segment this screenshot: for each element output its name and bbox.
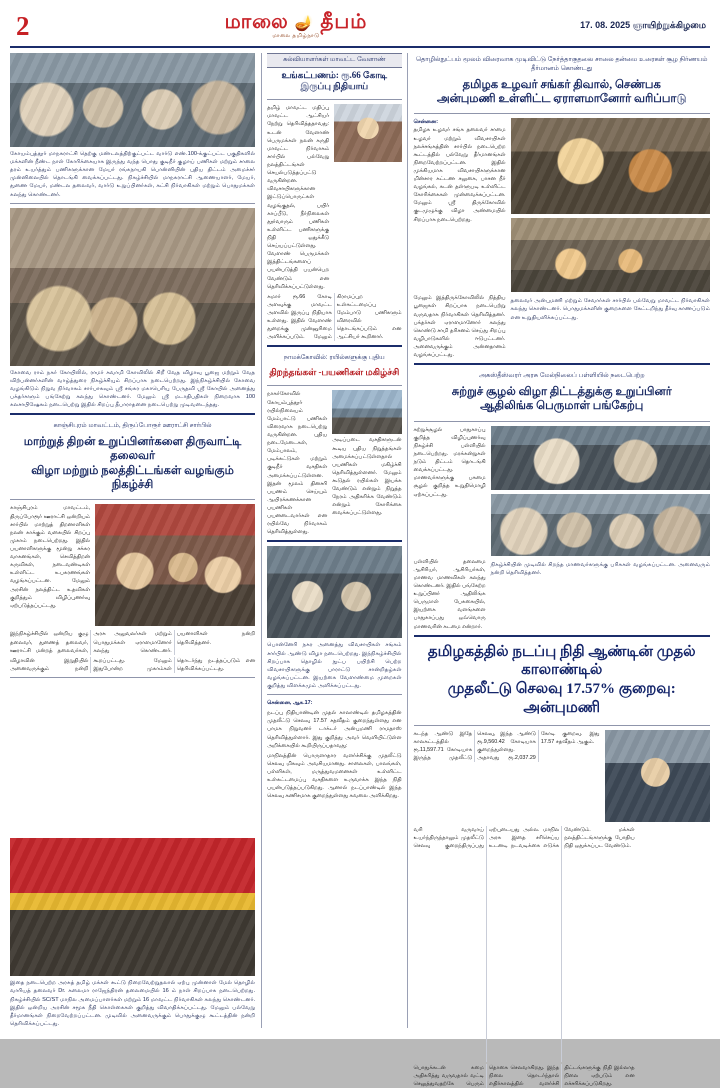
divider [267, 540, 401, 542]
divider [414, 421, 710, 422]
kicker-a3: தொழில்நுட்பம் மூலம் விரைவாக முடிவிட்டு நேர்த்தாகுதலை சாலை தன்மை உரைகள் சூழ நிர்ணயம் தீர்மானம் கொண்டது [415, 56, 708, 72]
body-a9-main1: கடந்த ஆண்டு இதே காலகட்டத்தில் ரூ.11,597.71 கோடியாக இருந்த முதலீட்டு செலவு, இந்த ஆண்டு ரூ.9,560.42 கோடியாக குறைந்துள்ளது. அதாவது ரூ.2,037.29 கோடி குறைவு. இது 17.57 சதவீதம் ஆகும். [413, 730, 600, 761]
masthead [10, 8, 710, 48]
article-a8 [414, 369, 710, 631]
body-a6-p1: காஞ்சிபுரம் மாவட்டம், திருப்போரூர் ஊராட்சி ஒன்றியம் சார்பில் மாற்றுத் திறனாளிகள் நலன் காக்கும் வகையில் சிறப்பு முகாம் நடைபெற்றது. இதில் பயனாளிகளுக்கு மூன்று சக்கர வாகனங்கள், செவித்திறன் கருவிகள், நடைவண்டிகள் உள்ளிட்ட உபகரணங்கள் வழங்கப்பட்டன. மேலும் அரசின் நலத்திட்ட உதவிகள் குறித்தும் விழிப்புணர்வு ஏற்படுத்தப்பட்டது. [10, 505, 90, 609]
logo-word-2: தீபம் [320, 11, 368, 33]
newspaper-logo [76, 12, 516, 40]
article-a5 [10, 208, 255, 410]
article-a2 [267, 53, 401, 341]
caption-a10: இதை நடைபெற்ற அரசுத் தமிழ் மக்கள் கூட்டு நிறைவேற்றுதலால் ஏற்பு முன்னாள் மேல் தொழில் வாரியத் தலைவர் Dr. கலைமா ராஜேந்திரன் தலைமையில் 16 ம் நாள் சிறப்பாக நடைபெற்றது. நிகழ்ச்சியில் SC/ST மாநில அமைப்பாளர்கள் மற்றும் 16 மாவட்ட நிர்வாகிகள் கலந்து கொண்டனர். இதில் ஒன்றிய அரசின் சமூக நீதி கொள்கைகள் குறித்து விவாதிக்கப்பட்டது. மேலும் பல்வேறு தீர்மானங்கள் நிறைவேற்றப்பட்டன. முடிவில் அனைவருக்கும் பொதுக்குழு கூட்டத்தின் நன்றி தெரிவிக்கப்பட்டது. [10, 980, 256, 1027]
divider [10, 499, 255, 500]
dateline-a3 [414, 118, 506, 126]
article-a6-body [10, 504, 255, 626]
body-a2-p2: சுமார் ரூ.66 கோடி அளவுக்கு மாவட்ட அளவில் இருப்பு நிதியாக உள்ளது. இதில் வேளாண் துறைக்கு முன்னுரிமை அளிக்கப்படும். மேலும் கிராமப்புற உள்கட்டமைப்பு மேம்பாடு பணிகளும் விரைவில் தொடங்கப்படும் என ஆட்சியர் கூறினார். [267, 293, 402, 341]
article-a9 [414, 641, 710, 1088]
divider [414, 635, 710, 637]
divider [10, 677, 255, 678]
body-a8-p1: சுற்றுச்சூழல் பாதுகாப்பு குறித்த விழிப்புணர்வு நிகழ்ச்சி பள்ளியில் நடைபெற்றது. மரக்கன்றுகள் நடும் திட்டம் தொடங்கி வைக்கப்பட்டது. மாணவர்களுக்கு பசுமை சூழல் குறித்த உறுதிமொழி ஏற்கப்பட்டது. [413, 426, 486, 498]
divider [267, 345, 401, 347]
kicker-a2: கல்வியாளர்கள் மாவட்ட வேளாண் [283, 56, 386, 63]
body-a6-p3: விழாவின் இறுதியில் அனைவருக்கும் நன்றி கூறப்பட்டது. மேலும் இதுபோன்ற முகாம்கள் தொடர்ந்து நடத்தப்படும் என தெரிவிக்கப்பட்டது. [10, 657, 256, 672]
photo-banner-a10 [10, 838, 255, 976]
photo-award-a7 [267, 546, 401, 638]
article-a7 [267, 546, 401, 690]
headline-a8-line1: சுற்றுச் சூழல் விழா திட்டத்துக்கு உறுப்பினர் [451, 385, 672, 398]
caption-a5: கோவை ராம் நகர் கோயிலில், ராமர் சுவாமி கோவிலில் சிறீ வேத விழாவு பூஜை மற்றும் வேத விற்பன்னர்களின் வாழ்த்துரை நிகழ்ச்சியும் சிறப்பாக நடைபெற்றது. இந்நிகழ்ச்சியில் கோவை வழங்கிடும் நிறுவ நிர்வாகம் சார்பாகவும் ஸ்ரீ சங்கர மகாபெரியு பேருதவி ஸ்ரீ கோயில் அனைத்து பக்தர்களும் பங்கேற்று கலந்து கொண்டனர். மேலும் ஸ்ரீ மடாதிபதிகள் நிறைவாக 100 கலசாபிஷேகம் நடைபெற்று இதில் சிறப்பு தீபாராதனை நடைபெற்று முடிவடைந்தது. [10, 369, 256, 409]
photo-group-a1 [10, 53, 255, 147]
lamp-icon: 🪔 [294, 16, 315, 32]
kicker-a2-band [267, 53, 401, 68]
headline-a3 [414, 76, 710, 110]
headline-a8 [414, 383, 710, 417]
article-a3 [414, 53, 710, 359]
article-a8-body [414, 426, 710, 556]
article-a4-top [267, 390, 401, 536]
kicker-a8: அகஸ்தீஸ்வரர் அரசு மேல்நிலைப் பள்ளியில் நடைபெற்ற [478, 372, 645, 380]
headline-a6 [10, 433, 255, 496]
divider [414, 363, 710, 365]
body-a9-main2: வரி வருவாய் உயர்ந்திருந்தாலும் முதலீட்டு செலவு குறைந்திருப்பது ஏற்புடையது அல்ல. மாநில அரசு இதை சரிசெய்ய உடனடி நடவடிக்கை எடுக்க வேண்டும். மக்கள் நலத்திட்டங்களுக்கு போதிய நிதி ஒதுக்கப்பட வேண்டும். [413, 826, 635, 849]
divider [267, 385, 401, 386]
headline-a9 [414, 641, 710, 721]
photo-group-a8 [491, 494, 710, 556]
body-a8-p2: பள்ளியில் தலைமை ஆசிரியர், ஆசிரியர்கள், மாணவ மாணவிகள் கலந்து கொண்டனர். இதில் பங்கேற்ற உறுப்பினர் ஆதிலிங்க பெருமாள் பேசுகையில், இயற்கை வளங்களை பாதுகாப்பது ஒவ்வொரு மாணவரின் கடமை என்றார். [413, 558, 486, 630]
headline-a3-line2: அன்புமணி உள்ளிட்ட ஏராளமானோர் வரிப்பாடு [436, 92, 687, 105]
article-a3-body [414, 118, 710, 292]
body-a3-p1: தமிழக உழவர் சங்க தலைவர் சாமை உழவர் மற்றும் விவசாயிகள் நலச்சங்கத்தின் சார்பில் நடைபெற்ற கூட்டத்தில் பல்வேறு தீர்மானங்கள் நிறைவேற்றப்பட்டன. இதில் முக்கியமாக விவசாயிகளுக்கான மின்சார கட்டண சலுகை, பாசன நீர் வழங்கல், கடன் தள்ளுபடி உள்ளிட்ட கோரிக்கைகள் முன்வைக்கப்பட்டன. மேலும் ஸ்ரீ திருக்கோவில் குடமுழுக்கு விழா அண்மையில் சிறப்பாக நடைபெற்றது. [413, 127, 506, 223]
photo-temple-a3 [511, 218, 710, 292]
divider [414, 725, 710, 726]
headline-a4-line1: திறந்தங்கள் -பயணிகள் மகிழ்ச்சி [269, 367, 400, 378]
headline-a6-line2: விழா மற்றும் நலத்திட்டங்கள் வழங்கும் நிகழ்ச்சி [31, 464, 234, 492]
divider [414, 113, 710, 114]
body-a3-p3: தலைவர் அன்புமணி மற்றும் சேவார்கள் சார்பில் பல்வேறு மாவட்ட நிர்வாகிகள் கலந்து கொண்டனர். பொதுமக்களின் குறைகளை கேட்டறிந்து தீர்வு காணப்படும் என உறுதியளிக்கப்பட்டது. [510, 298, 710, 321]
divider [267, 99, 401, 100]
caption-a1: கோயம்புத்தூர் மாநகராட்சி தெற்கு மண்டலத்திற்குட்பட்ட வார்டு எண்.100-க்குட்பட்ட பகுதிகளில் மக்களின் நீண்ட நாள் கோரிக்கையாக இருந்து வந்த பொது குடிநீர் குழாய் பணிகள் மற்றும் சாலை தரம் உயர்த்தும் பணிகளுக்கான மேயர் ரங்கநாயகி பொன்னியின் புதிய திட்டம் அமைச்சர் முன்னிலையில் தொடங்கி வைக்கப்பட்டது. நிகழ்ச்சியில் மாநகராட்சி ஆணையாளர், மேயர், துணை மேயர், மண்டல தலைவர், வார்டு உறுப்பினர்கள், கட்சி நிர்வாகிகள் மற்றும் பொதுமக்கள் கலந்து கொண்டனர். [10, 151, 256, 198]
body-a4-p2: அடிப்படை வசதிகளுடன் கூடிய புதிய நிறுத்தங்கள் அமைக்கப்பட்டுள்ளதால் பயணிகள் மகிழ்ச்சி தெரிவித்துள்ளனர். மேலும் கூடுதல் ரயில்கள் இயக்க வேண்டும் என்றும் நிறுத்த நேரம் அதிகரிக்க வேண்டும் என்றும் கோரிக்கை வைக்கப்பட்டுள்ளது. [332, 437, 402, 517]
headline-a3-line1: தமிழக உழவர் சங்கர் திவால், செண்பக [462, 78, 661, 91]
logo-title [76, 12, 516, 32]
article-a8-body2 [414, 558, 710, 631]
logo-word-1: மாலை [224, 11, 289, 33]
photo-hall-a5 [10, 208, 255, 366]
page-number: 2 [16, 10, 30, 41]
photo-lady-a2 [334, 104, 401, 162]
body-a9-p2: மாநிலத்தின் பொருளாதார வளர்ச்சிக்கு முதலீட்டு செலவு மிகவும் அவசியமானது. சாலைகள், பாலங்கள், பள்ளிகள், மருத்துவமனைகள் உள்ளிட்ட உள்கட்டமைப்பு வசதிகளை உருவாக்க இந்த நிதி பயன்படுத்தப்படுகிறது. ஆனால் நடப்பாண்டில் இந்த செலவு கணிசமாக குறைந்துள்ளது கவலை அளிக்கிறது. [267, 752, 402, 800]
photo-pooja-a3 [511, 118, 710, 214]
divider [10, 413, 255, 415]
photo-speaker-a9 [605, 730, 710, 822]
body-a9-place [267, 699, 401, 707]
kicker-a6: காஞ்சிபுரம் மாவட்டம், திருப்போரூர் ஊராட்சி சார்பில் [53, 422, 212, 430]
logo-subtitle: மாலை தமிழ்நாடு [272, 33, 320, 39]
article-a9-col1 [267, 699, 401, 800]
headline-a4 [267, 365, 401, 381]
body-a9-p1: நடப்பு நிதியாண்டின் முதல் காலாண்டில் தமிழகத்தின் முதலீட்டு செலவு 17.57 சதவீதம் குறைந்துள்ளது என பாமக நிறுவனர் டாக்டர் அன்புமணி ராமதாஸ் தெரிவித்துள்ளார். இது குறித்து அவர் வெளியிட்டுள்ள அறிக்கையில் கூறியிருப்பதாவது: [267, 710, 402, 749]
article-a2-top [267, 104, 401, 291]
headline-a8-line2: ஆதிலிங்க பெருமாள் பங்கேற்பு [480, 400, 644, 413]
article-a10 [10, 838, 255, 1028]
column-right [413, 53, 710, 1087]
dateline-a9: சென்னை, ஆக.17: [267, 700, 313, 707]
body-a9-main3: பொதுக்கடன் சுமை அதிகரித்து வருவதால் வட்டி செலுத்துவதற்கே பெரும் தொகை செலவாகிறது. இந்த நிலை தொடர்ந்தால் எதிர்காலத்தில் வளர்ச்சி திட்டங்களுக்கு நிதி இல்லாத நிலை ஏற்படும் என எச்சரிக்கப்படுகிறது. [413, 1064, 635, 1087]
article-a4 [267, 351, 401, 536]
divider [10, 203, 255, 204]
article-a1 [10, 53, 255, 199]
masthead-date: 17. 08. 2025 ஞாயிற்றுக்கிழமை [580, 20, 706, 30]
headline-a9-line1: தமிழகத்தில் நடப்பு நிதி ஆண்டின் முதல் காலாண்டில் [427, 643, 696, 679]
photo-award-a8 [491, 426, 710, 490]
body-a2-p1: தமிழ் மாவட்ட மதிப்பு மாவட்ட ஆட்சியர் நேற்று தெரிவித்ததாவது: உடன் வேளாண் பெருமக்கள் நலன் கருதி மாவட்ட நிர்வாகம் சார்பில் பல்வேறு நலத்திட்டங்கள் செயல்படுத்தப்பட்டு வருகின்றன. விவசாயிகளுக்கான இட்டுப்பொருட்கள் வழங்குதல், பயிர் காப்பீடு, நீர்நிலைகள் தூர்வாரும் பணிகள் உள்ளிட்ட பணிகளுக்கு நிதி ஒதுக்கீடு செய்யப்பட்டுள்ளது. வேளாண் பெருமக்கள் இத்திட்டங்களைப் பயன்படுத்தி பயன்பெற வேண்டும் என தெரிவிக்கப்பட்டுள்ளது. [267, 105, 330, 290]
column-middle [261, 53, 407, 1028]
body-a4-p1: நாகர்கோவில் கோயம்புத்தூர் ரயில்நிலையம் மேம்பாட்டு பணிகள் விரைவாக நடைபெற்று வருகின்றன. புதிய நடைமேடைகள், மேம்பாலம், படிக்கட்டுகள் மற்றும் குடிநீர் வசதிகள் அமைக்கப்பட்டுள்ளன. இதன் மூலம் தினசரி பயணம் செய்யும் ஆயிரக்கணக்கான பயணிகள் பயனடைவார்கள் என ரயில்வே நிர்வாகம் தெரிவித்துள்ளது. [267, 391, 328, 536]
headline-a9-line2: முதலீட்டு செலவு 17.57% குறைவு: அன்புமணி [447, 681, 676, 716]
place-a3: சென்னை: [413, 119, 439, 126]
headline-a2 [267, 68, 401, 96]
article-a9-top [414, 730, 710, 822]
headline-a6-line1: மாற்றுத் திறன் உறுப்பினர்களை திருவாட்டி தலைவர் [23, 435, 242, 463]
column-left [10, 53, 255, 1028]
body-a8-p3: நிகழ்ச்சியின் முடிவில் சிறந்த மாணவர்களுக்கு பரிசுகள் வழங்கப்பட்டன. அனைவரும் நன்றி தெரிவித்தனர். [490, 561, 710, 576]
divider [267, 694, 401, 695]
kicker-a4: நாமக்கோவில்: ரயில்களுக்கு புதிய [283, 354, 385, 362]
body-a6-p2: இந்நிகழ்ச்சியில் ஒன்றிய குழு தலைவர், துணைத் தலைவர், ஊராட்சி மன்றத் தலைவர்கள், அரசு அலுவலர்கள் மற்றும் பொதுமக்கள் ஏராளமானோர் கலந்து கொண்டனர். பயனாளிகள் நன்றி தெரிவித்தனர். [10, 631, 256, 654]
article-a3-body2 [414, 294, 710, 359]
page-columns [10, 53, 710, 1087]
article-a6 [10, 419, 255, 673]
headline-a2-line1: உங்கட்பணம்: ரூ.66 கோடி இருப்பு நிதியாய் [281, 69, 388, 92]
body-a3-p2: மேலும் இத்திருக்கோவிலில் நித்திய பூஜைகள் சிறப்பாக நடைபெற்று வருவதாக நிர்வாகிகள் தெரிவித்தனர். பக்தர்கள் ஏராளமானோர் கலந்து கொண்டு சாமி தரிசனம் செய்து சிறப்பு வழிபாடுகளில் ஈடுபட்டனர். அனைவருக்கும் அன்னதானம் வழங்கப்பட்டது. [413, 295, 506, 359]
photo-stage-a6 [95, 504, 255, 626]
photo-train-a4 [332, 390, 401, 434]
caption-a7: பொன்னேரி நகர அனைத்து விவசாயிகள் சங்கம் சார்பில் ஆண்டு விழா நடைபெற்றது. இந்நிகழ்ச்சியில் சிறப்பாக தொழில் நுட்ப பயிற்சி பெற்ற விவசாயிகளுக்கு பாராட்டு சான்றிதழ்கள் வழங்கப்பட்டன. இயற்கை வேளாண்மை முறைகள் குறித்து விளக்கமும் அளிக்கப்பட்டது. [267, 642, 402, 689]
